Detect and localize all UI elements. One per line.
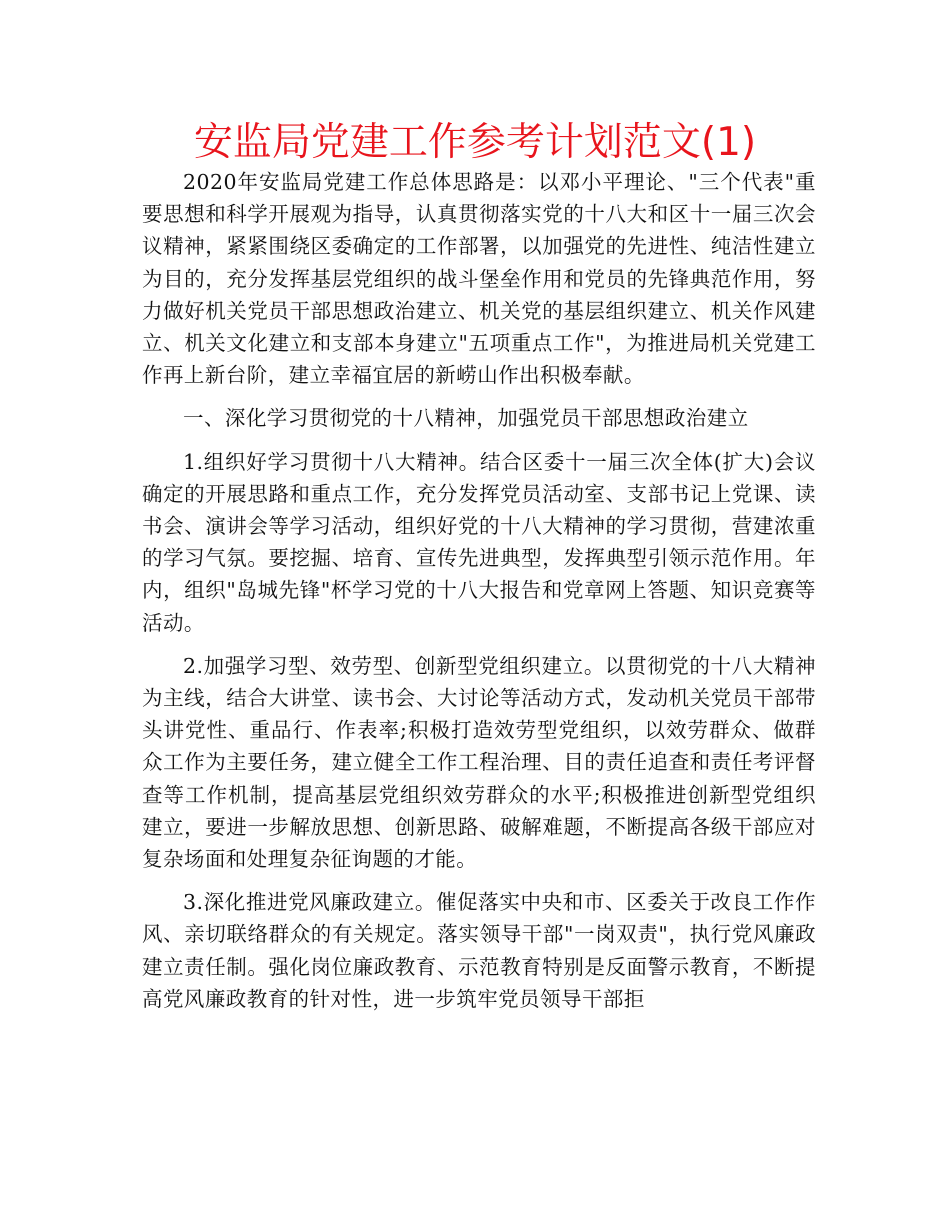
paragraph-item-2: 2.加强学习型、效劳型、创新型党组织建立。以贯彻党的十八大精神为主线，结合大讲堂、读书会、大讨论等活动方式，发动机关党员干部带头讲党性、重品行、作表率;积极打造效劳型党组织，以效劳群众、做群众工作为主要任务，建立健全工作工程治理、目的责任追查和责任考评督查等工作机制，提高基层党组织效劳群众的水平;积极推进创新型党组织建立，要进一步解放思想、创新思路、破解难题，不断提高各级干部应对复杂场面和处理复杂征询题的才能。: [142, 653, 816, 872]
paragraph-overview: 2020年安监局党建工作总体思路是：以邓小平理论、"三个代表"重要思想和科学开展观为指导，认真贯彻落实党的十八大和区十一届三次会议精神，紧紧围绕区委确定的工作部署，以加强党的先进性、纯洁性建立为目的，充分发挥基层党组织的战斗堡垒作用和党员的先锋典范作用，努力做好机关党员干部思想政治建立、机关党的基层组织建立、机关作风建立、机关文化建立和支部本身建立"五项重点工作"，为推进局机关党建工作再上新台阶，建立幸福宜居的新崂山作出积极奉献。: [142, 170, 816, 388]
document-body: [142, 166, 816, 1026]
document-title: 安监局党建工作参考计划范文(1): [193, 120, 757, 165]
paragraph-item-1: 1.组织好学习贯彻十八大精神。结合区委十一届三次全体(扩大)会议确定的开展思路和重点工作，充分发挥党员活动室、支部书记上党课、读书会、演讲会等学习活动，组织好党的十八大精神的学习贯彻，营建浓重的学习气氛。要挖掘、培育、宣传先进典型，发挥典型引领示范作用。年内，组织"岛城先锋"杯学习党的十八大报告和党章网上答题、知识竞赛等活动。: [142, 449, 816, 635]
paragraph-item-3: 3.深化推进党风廉政建立。催促落实中央和市、区委关于改良工作作风、亲切联络群众的有关规定。落实领导干部"一岗双责"，执行党风廉政建立责任制。强化岗位廉政教育、示范教育特别是反面警示教育，不断提高党风廉政教育的针对性，进一步筑牢党员领导干部拒: [142, 890, 816, 1011]
section-heading-1: 一、深化学习贯彻党的十八精神，加强党员干部思想政治建立: [183, 406, 749, 431]
